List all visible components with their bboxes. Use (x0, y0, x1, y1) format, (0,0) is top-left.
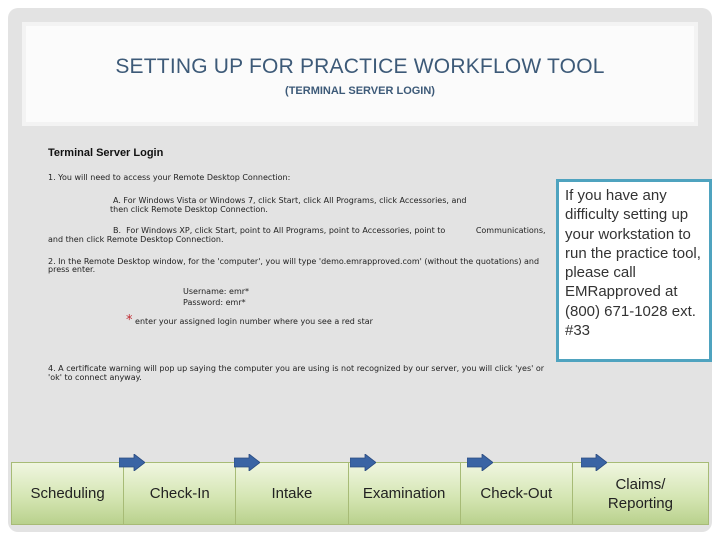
username-line: Username: emr* (183, 287, 250, 296)
step-1b-line2: and then click Remote Desktop Connection. (48, 235, 224, 244)
workflow-bar (12, 462, 709, 525)
step-1a-line1: A. For Windows Vista or Windows 7, click Start, click All Programs, click Accessories, and (113, 196, 467, 205)
arrow-right-icon (119, 454, 145, 471)
document-heading: Terminal Server Login (48, 147, 164, 159)
arrow-right-icon (350, 454, 376, 471)
arrow-right-icon (234, 454, 260, 471)
arrow-right-icon (467, 454, 493, 471)
help-callout: If you have any difficulty setting up your workstation to run the practice tool, please call EMRapproved at (800) 671-1028 ext. #33 (556, 179, 712, 362)
slide-title: SETTING UP FOR PRACTICE WORKFLOW TOOL (115, 55, 605, 78)
step-1a-line2: then click Remote Desktop Connection. (110, 205, 268, 214)
slide-header (22, 22, 698, 126)
step-1: 1. You will need to access your Remote Desktop Connection: (48, 173, 291, 182)
workflow-step-claims-reporting: Claims/ Reporting (572, 462, 709, 525)
red-star-icon: * (126, 313, 133, 328)
password-line: Password: emr* (183, 298, 246, 307)
workflow-step-intake: Intake (235, 462, 348, 525)
step-4-line2: 'ok' to connect anyway. (48, 373, 142, 382)
arrow-right-icon (581, 454, 607, 471)
workflow-step-check-in: Check-In (123, 462, 236, 525)
red-star-note-text: enter your assigned login number where you see a red star (135, 317, 373, 326)
workflow-step-check-out: Check-Out (460, 462, 573, 525)
workflow-step-examination: Examination (348, 462, 461, 525)
step-1b-line1: B. For Windows XP, click Start, point to All Programs, point to Accessories, point to Communications, (113, 226, 546, 235)
red-star-note (126, 313, 373, 328)
step-4-line1: 4. A certificate warning will pop up saying the computer you are using is not recognized by our server, you will click 'yes' or (48, 364, 545, 373)
step-2-line1: 2. In the Remote Desktop window, for the 'computer', you will type 'demo.emrapproved.com' (without the quotations) and (48, 257, 540, 266)
step-2-line2: press enter. (48, 265, 96, 274)
slide-subtitle: (TERMINAL SERVER LOGIN) (285, 85, 435, 97)
workflow-step-scheduling: Scheduling (11, 462, 124, 525)
